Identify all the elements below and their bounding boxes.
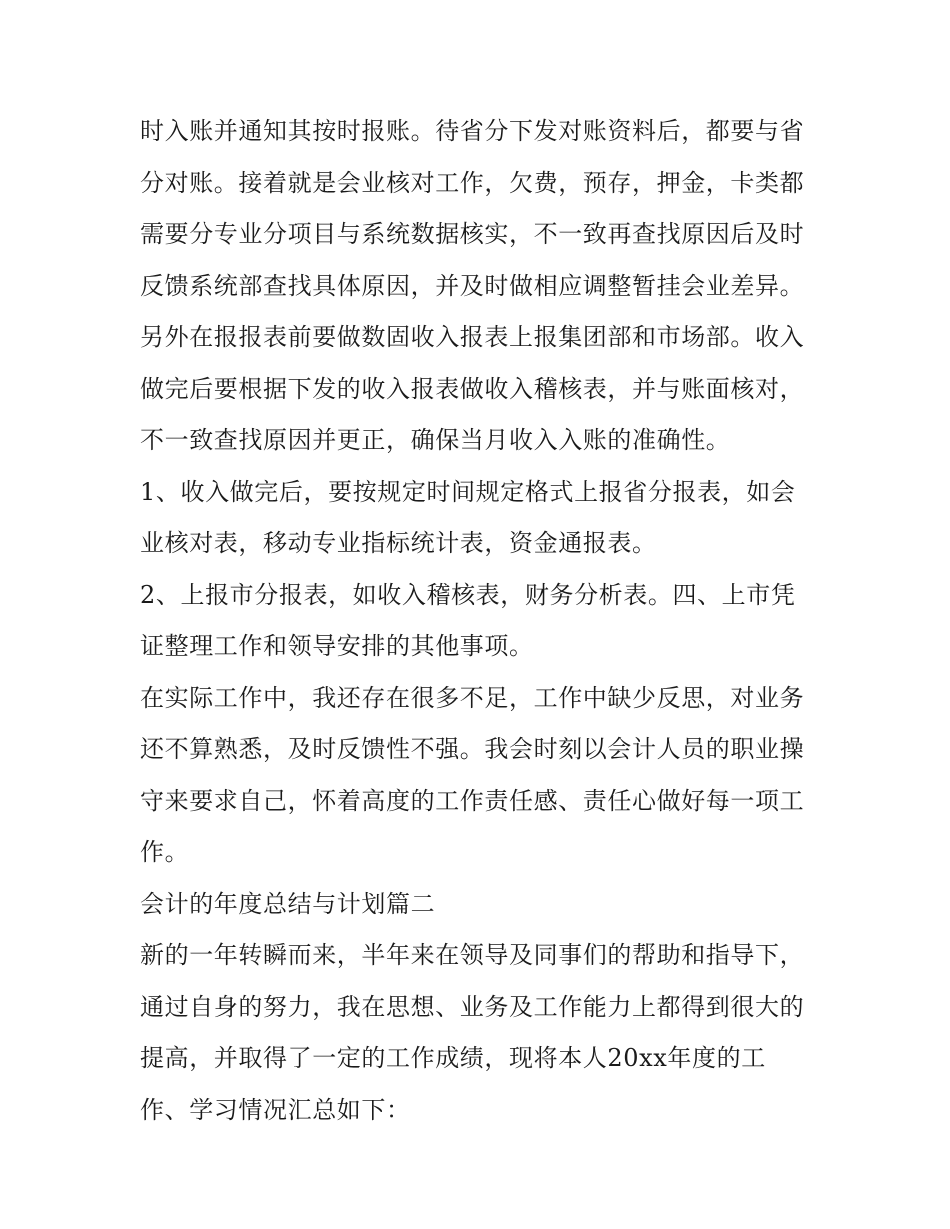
- text-line: 另外在报报表前要做数固收入报表上报集团部和市场部。收入: [140, 323, 805, 351]
- text-line: 在实际工作中，我还存在很多不足，工作中缺少反思，对业务: [140, 683, 805, 712]
- document-body: [140, 106, 820, 1136]
- text-line: 作、学习情况汇总如下：: [140, 1095, 411, 1124]
- list-item-2: 2、上报市分报表，如收入稽核表，财务分析表。四、上市凭: [140, 580, 796, 609]
- text-line: 证整理工作和领导安排的其他事项。: [140, 632, 534, 660]
- text-line: 还不算熟悉，及时反馈性不强。我会时刻以会计人员的职业操: [140, 735, 805, 763]
- text-line: 通过自身的努力，我在思想、业务及工作能力上都得到很大的: [140, 992, 805, 1021]
- text-line: 反馈系统部查找具体原因，并及时做相应调整暂挂会业差异。: [140, 271, 805, 300]
- text-line: 作。: [140, 838, 190, 866]
- text-line: 不一致查找原因并更正，确保当月收入入账的准确性。: [140, 426, 731, 454]
- text-line: 提高，并取得了一定的工作成绩，现将本人20xx年度的工: [140, 1044, 766, 1072]
- text-line: 新的一年转瞬而来，半年来在领导及同事们的帮助和指导下，: [140, 941, 805, 969]
- text-line: 业核对表，移动专业指标统计表，资金通报表。: [140, 529, 657, 557]
- text-line: 时入账并通知其按时报账。待省分下发对账资料后，都要与省: [140, 117, 805, 145]
- list-item-1: 1、收入做完后，要按规定时间规定格式上报省分报表，如会: [140, 477, 796, 506]
- text-line: 分对账。接着就是会业核对工作，欠费，预存，押金，卡类都: [140, 168, 805, 197]
- text-line: 守来要求自己，怀着高度的工作责任感、责任心做好每一项工: [140, 786, 805, 815]
- text-line: 做完后要根据下发的收入报表做收入稽核表，并与账面核对，: [140, 374, 805, 403]
- section-heading: 会计的年度总结与计划篇二: [140, 889, 436, 918]
- text-line: 需要分专业分项目与系统数据核实，不一致再查找原因后及时: [140, 220, 805, 248]
